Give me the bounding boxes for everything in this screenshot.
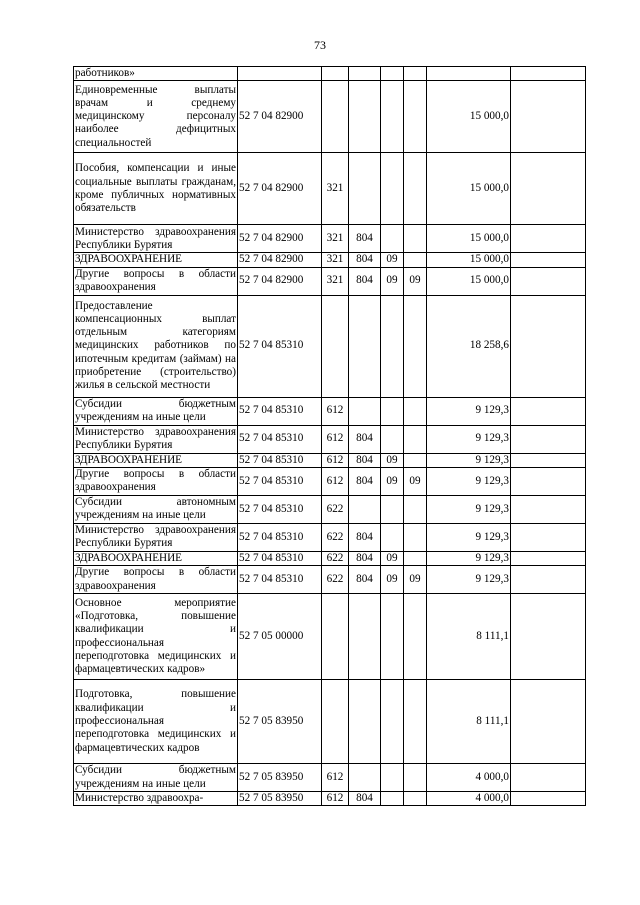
amount-value: 9 129,3 — [427, 425, 511, 453]
blank-cell — [511, 267, 586, 295]
table-row — [74, 295, 586, 397]
budget-item-name: Министерство здравоохранения Республики Бурятия — [75, 524, 236, 550]
budget-item-name: Министерство здравоохра- — [74, 792, 238, 806]
subsection-code — [404, 81, 427, 153]
table-row — [74, 792, 586, 806]
subsection-code — [404, 453, 427, 467]
amount-value: 9 129,3 — [427, 523, 511, 551]
section-code: 09 — [381, 467, 404, 495]
target-article-code: 52 7 04 85310 — [238, 425, 322, 453]
ministry-code — [349, 295, 381, 397]
expense-type-code: 622 — [322, 566, 349, 594]
ministry-code: 804 — [349, 253, 381, 267]
ministry-code: 804 — [349, 425, 381, 453]
target-article-code: 52 7 04 85310 — [238, 467, 322, 495]
target-article-code: 52 7 04 82900 — [238, 267, 322, 295]
target-article-code: 52 7 05 00000 — [238, 594, 322, 680]
ministry-code — [349, 594, 381, 680]
budget-item-name: Министерство здравоохранения Республики Бурятия — [75, 425, 236, 452]
blank-cell — [511, 225, 586, 253]
table-row — [74, 551, 586, 565]
budget-item-name: Основное мероприятие «Подготовка, повышение квалификации и профессиональная переподготовка медицинских и фармацевтических кадров» — [74, 594, 238, 680]
target-article-code: 52 7 04 82900 — [238, 253, 322, 267]
section-code — [381, 792, 404, 806]
amount-value: 9 129,3 — [427, 453, 511, 467]
budget-item-name: Субсидии бюджетным учреждениям на иные цели — [75, 764, 236, 790]
blank-cell — [511, 153, 586, 225]
section-code — [381, 495, 404, 523]
budget-table-body — [74, 67, 586, 806]
target-article-code: 52 7 04 85310 — [238, 295, 322, 397]
subsection-code — [404, 425, 427, 453]
amount-value: 9 129,3 — [427, 495, 511, 523]
section-code: 09 — [381, 551, 404, 565]
ministry-code: 804 — [349, 453, 381, 467]
subsection-code — [404, 67, 427, 81]
target-article-code — [238, 67, 322, 81]
budget-item-name: Предоставление компенсационных выплат отдельным категориям медицинских работников по ипотечным кредитам (займам) на приобретение (строительство) жилья в сельской местности — [74, 295, 238, 397]
budget-item-name: ЗДРАВООХРАНЕНИЕ — [74, 551, 238, 565]
target-article-code: 52 7 04 85310 — [238, 523, 322, 551]
amount-value: 15 000,0 — [427, 253, 511, 267]
subsection-code — [404, 295, 427, 397]
table-row — [74, 764, 586, 792]
page-number: 73 — [314, 38, 326, 52]
blank-cell — [511, 81, 586, 153]
blank-cell — [511, 523, 586, 551]
budget-item-name: Единовременные выплаты врачам и среднему медицинскому персоналу наиболее дефицитных специальностей — [74, 81, 238, 153]
section-code — [381, 764, 404, 792]
section-code — [381, 397, 404, 425]
expense-type-code: 622 — [322, 551, 349, 565]
ministry-code: 804 — [349, 225, 381, 253]
blank-cell — [511, 792, 586, 806]
ministry-code — [349, 81, 381, 153]
budget-item-name: Пособия, компенсации и иные социальные выплаты гражданам, кроме публичных нормативных обязательств — [74, 153, 238, 225]
table-row — [74, 253, 586, 267]
subsection-code — [404, 397, 427, 425]
blank-cell — [511, 425, 586, 453]
ministry-code — [349, 495, 381, 523]
table-row — [74, 397, 586, 425]
amount-value: 15 000,0 — [427, 267, 511, 295]
expense-type-code: 321 — [322, 153, 349, 225]
budget-item-name: Субсидии автономным учреждениям на иные цели — [75, 496, 236, 522]
expense-type-code: 622 — [322, 523, 349, 551]
section-code — [381, 225, 404, 253]
target-article-code: 52 7 04 82900 — [238, 153, 322, 225]
amount-value: 15 000,0 — [427, 153, 511, 225]
ministry-code — [349, 153, 381, 225]
target-article-code: 52 7 05 83950 — [238, 680, 322, 764]
table-row — [74, 425, 586, 453]
subsection-code — [404, 680, 427, 764]
amount-value: 9 129,3 — [427, 397, 511, 425]
section-code — [381, 81, 404, 153]
budget-table — [73, 66, 586, 806]
expense-type-code: 321 — [322, 267, 349, 295]
budget-item-name: работников» — [74, 67, 238, 81]
table-row — [74, 680, 586, 764]
blank-cell — [511, 680, 586, 764]
subsection-code — [404, 253, 427, 267]
table-row — [74, 81, 586, 153]
expense-type-code: 612 — [322, 397, 349, 425]
ministry-code: 804 — [349, 566, 381, 594]
table-row — [74, 153, 586, 225]
subsection-code — [404, 523, 427, 551]
section-code: 09 — [381, 566, 404, 594]
expense-type-code — [322, 594, 349, 680]
target-article-code: 52 7 04 85310 — [238, 397, 322, 425]
blank-cell — [511, 67, 586, 81]
blank-cell — [511, 253, 586, 267]
amount-value: 9 129,3 — [427, 467, 511, 495]
budget-item-name: Другие вопросы в области здравоохранения — [75, 267, 236, 294]
blank-cell — [511, 594, 586, 680]
expense-type-code: 622 — [322, 495, 349, 523]
amount-value: 9 129,3 — [427, 566, 511, 594]
ministry-code: 804 — [349, 792, 381, 806]
ministry-code: 804 — [349, 551, 381, 565]
table-row — [74, 67, 586, 81]
section-code: 09 — [381, 267, 404, 295]
expense-type-code — [322, 680, 349, 764]
subsection-code — [404, 594, 427, 680]
amount-value: 8 111,1 — [427, 680, 511, 764]
budget-item-name: Другие вопросы в области здравоохранения — [75, 566, 236, 592]
target-article-code: 52 7 04 85310 — [238, 566, 322, 594]
subsection-code — [404, 792, 427, 806]
section-code: 09 — [381, 253, 404, 267]
section-code — [381, 153, 404, 225]
expense-type-code: 612 — [322, 467, 349, 495]
budget-item-name: Подготовка, повышение квалификации и профессиональная переподготовка медицинских и фармацевтических кадров — [74, 680, 238, 764]
blank-cell — [511, 566, 586, 594]
subsection-code — [404, 495, 427, 523]
table-row — [74, 267, 586, 295]
subsection-code — [404, 225, 427, 253]
target-article-code: 52 7 04 82900 — [238, 81, 322, 153]
blank-cell — [511, 495, 586, 523]
ministry-code — [349, 764, 381, 792]
blank-cell — [511, 295, 586, 397]
blank-cell — [511, 453, 586, 467]
blank-cell — [511, 397, 586, 425]
table-row — [74, 225, 586, 253]
section-code — [381, 67, 404, 81]
target-article-code: 52 7 04 85310 — [238, 453, 322, 467]
ministry-code — [349, 397, 381, 425]
section-code — [381, 680, 404, 764]
budget-item-name: ЗДРАВООХРАНЕНИЕ — [74, 253, 238, 267]
section-code — [381, 425, 404, 453]
ministry-code: 804 — [349, 523, 381, 551]
section-code — [381, 523, 404, 551]
expense-type-code: 612 — [322, 764, 349, 792]
section-code: 09 — [381, 453, 404, 467]
ministry-code: 804 — [349, 267, 381, 295]
ministry-code — [349, 67, 381, 81]
expense-type-code: 612 — [322, 425, 349, 453]
target-article-code: 52 7 04 85310 — [238, 495, 322, 523]
expense-type-code — [322, 295, 349, 397]
table-row — [74, 523, 586, 551]
amount-value: 8 111,1 — [427, 594, 511, 680]
expense-type-code: 612 — [322, 453, 349, 467]
subsection-code — [404, 153, 427, 225]
expense-type-code — [322, 67, 349, 81]
table-row — [74, 467, 586, 495]
subsection-code: 09 — [404, 267, 427, 295]
table-row — [74, 566, 586, 594]
target-article-code: 52 7 05 83950 — [238, 792, 322, 806]
amount-value: 15 000,0 — [427, 225, 511, 253]
subsection-code — [404, 551, 427, 565]
section-code — [381, 594, 404, 680]
budget-item-name: Министерство здравоохранения Республики Бурятия — [75, 225, 236, 251]
amount-value: 4 000,0 — [427, 792, 511, 806]
target-article-code: 52 7 04 82900 — [238, 225, 322, 253]
expense-type-code: 321 — [322, 253, 349, 267]
budget-item-name: Другие вопросы в области здравоохранения — [75, 468, 236, 494]
blank-cell — [511, 764, 586, 792]
budget-item-name: ЗДРАВООХРАНЕНИЕ — [74, 453, 238, 467]
amount-value: 4 000,0 — [427, 764, 511, 792]
expense-type-code: 612 — [322, 792, 349, 806]
amount-value: 18 258,6 — [427, 295, 511, 397]
target-article-code: 52 7 05 83950 — [238, 764, 322, 792]
ministry-code — [349, 680, 381, 764]
blank-cell — [511, 551, 586, 565]
ministry-code: 804 — [349, 467, 381, 495]
expense-type-code: 321 — [322, 225, 349, 253]
table-row — [74, 495, 586, 523]
amount-value: 9 129,3 — [427, 551, 511, 565]
table-row — [74, 594, 586, 680]
section-code — [381, 295, 404, 397]
target-article-code: 52 7 04 85310 — [238, 551, 322, 565]
amount-value — [427, 67, 511, 81]
budget-item-name: Субсидии бюджетным учреждениям на иные цели — [75, 397, 236, 424]
subsection-code — [404, 764, 427, 792]
expense-type-code — [322, 81, 349, 153]
amount-value: 15 000,0 — [427, 81, 511, 153]
blank-cell — [511, 467, 586, 495]
subsection-code: 09 — [404, 467, 427, 495]
table-row — [74, 453, 586, 467]
subsection-code: 09 — [404, 566, 427, 594]
